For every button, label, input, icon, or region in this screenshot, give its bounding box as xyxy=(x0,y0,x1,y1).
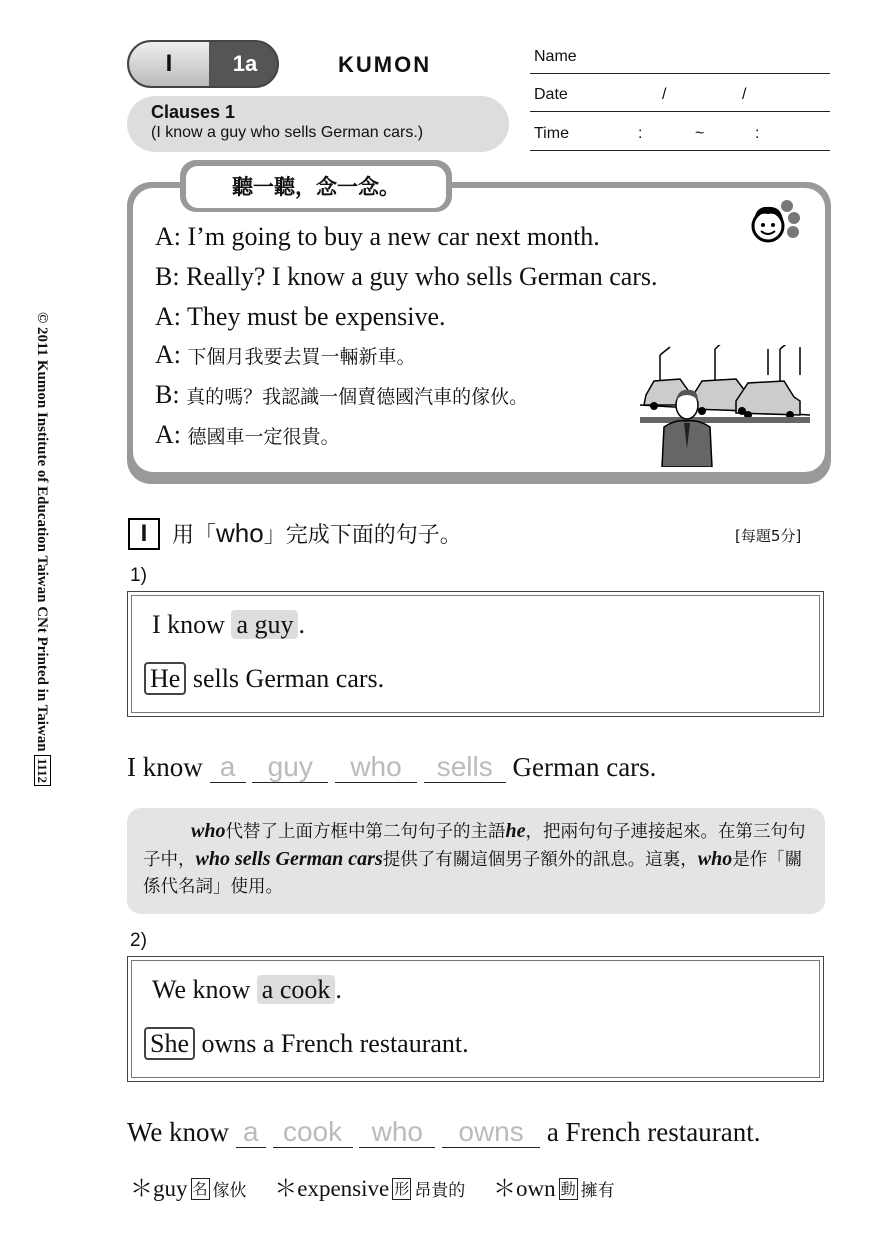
instruction-text: 」完成下面的句子。 xyxy=(263,523,462,548)
level-label: I xyxy=(129,42,209,86)
level-badge xyxy=(127,40,279,88)
brand-logo: KUMON xyxy=(338,52,432,77)
vocab-star: ＊ xyxy=(493,1176,516,1201)
time-label: Time xyxy=(534,125,569,142)
date-label: Date xyxy=(534,86,568,103)
lesson-title: Clauses 1 xyxy=(151,102,236,122)
instruction-text: 用「 xyxy=(172,523,217,548)
sentence-period: . xyxy=(335,975,342,1004)
sentence-text: sells German cars. xyxy=(192,664,385,693)
answer-suffix: a French restaurant. xyxy=(546,1117,761,1147)
vocab-star: ＊ xyxy=(274,1176,298,1201)
answer-blank[interactable]: a xyxy=(210,752,246,783)
vocab-meaning: 昂貴的 xyxy=(414,1181,466,1201)
dialog-speaker: B: xyxy=(155,380,180,409)
dialog-line-en-2: B: Really? I know a guy who sells German cars. xyxy=(155,262,658,291)
grammar-note xyxy=(127,808,825,914)
vocab-pos: 名 xyxy=(192,1180,208,1198)
sentence-text: I know xyxy=(152,610,225,639)
dialog-zh-text: 德國車一定很貴。 xyxy=(187,426,340,448)
answer-prefix: I know xyxy=(127,752,203,782)
name-field[interactable] xyxy=(530,44,830,74)
sheet-label: 1a xyxy=(232,51,258,76)
dialog-line-zh-1 xyxy=(155,340,416,370)
question-1-sentence-2 xyxy=(144,664,384,694)
copyright-sidebar xyxy=(22,312,52,812)
sentence-period: . xyxy=(298,610,305,639)
highlighted-noun: a guy xyxy=(231,610,298,639)
dialog-line-en-3: A: They must be expensive. xyxy=(155,302,446,331)
dialog-speaker: A: xyxy=(155,340,181,369)
note-keyword: who sells German cars xyxy=(195,848,383,870)
question-number-2: 2) xyxy=(130,930,147,951)
highlighted-noun: a cook xyxy=(257,975,336,1004)
note-text: 代替了上面方框中第二句句子的主語 xyxy=(225,822,506,842)
vocab-word: guy xyxy=(153,1176,188,1201)
section-mark: I xyxy=(128,518,160,550)
answer-line-1 xyxy=(127,752,656,783)
dialog-heading-tab xyxy=(180,160,452,212)
audio-speaker-icon[interactable] xyxy=(748,198,806,244)
sentence-text: We know xyxy=(152,975,251,1004)
answer-blank[interactable]: who xyxy=(335,752,417,783)
vocab-star: ＊ xyxy=(130,1176,153,1201)
vocab-word: own xyxy=(516,1176,556,1201)
vocab-meaning: 擁有 xyxy=(580,1181,615,1201)
note-keyword: who xyxy=(697,848,733,870)
question-1-sentence-1 xyxy=(152,610,305,640)
vocabulary-list xyxy=(130,1170,615,1203)
dialog-line-en-1: A: I’m going to buy a new car next month. xyxy=(155,222,600,251)
dialog-line-zh-3 xyxy=(155,420,340,450)
answer-blank[interactable]: sells xyxy=(424,752,506,783)
lesson-subtitle: (I know a guy who sells German cars.) xyxy=(151,124,424,141)
dialog-zh-text: 下個月我要去買一輛新車。 xyxy=(187,346,416,368)
copyright-line: © 2011 Kumon Institute of Education Taiwan CNt Printed in Taiwan xyxy=(34,312,50,752)
time-tilde: ~ xyxy=(695,125,705,142)
answer-line-2 xyxy=(127,1117,760,1148)
dialog-heading: 聽一聽，念一念。 xyxy=(186,166,446,208)
vocab-word: expensive xyxy=(297,1176,390,1201)
date-separator-1: / xyxy=(662,86,667,103)
boxed-pronoun: She xyxy=(144,1027,195,1060)
question-box-1 xyxy=(127,591,824,717)
question-2-sentence-2 xyxy=(144,1029,469,1059)
sentence-text: owns a French restaurant. xyxy=(201,1029,469,1058)
answer-blank[interactable]: who xyxy=(359,1117,435,1148)
note-text: ，把兩句句子連接起來。在第三句句子中， xyxy=(143,822,806,870)
date-separator-2: / xyxy=(742,86,747,103)
answer-suffix: German cars. xyxy=(512,752,657,782)
note-text: 提供了有關這個男子額外的訊息。這裏， xyxy=(382,850,698,870)
vocab-pos: 動 xyxy=(560,1180,576,1198)
time-field[interactable] xyxy=(530,121,830,151)
car-dealer-illustration xyxy=(640,345,810,467)
dialog-line-zh-2 xyxy=(155,380,528,410)
note-keyword: who xyxy=(191,820,226,842)
vocab-meaning: 傢伙 xyxy=(212,1181,247,1201)
time-separator-2: : xyxy=(755,125,760,142)
question-2-sentence-1 xyxy=(152,975,342,1005)
answer-prefix: We know xyxy=(127,1117,230,1147)
answer-blank[interactable]: a xyxy=(236,1117,266,1148)
vocab-pos: 形 xyxy=(394,1180,410,1198)
note-keyword: he xyxy=(505,820,526,842)
question-number-1: 1) xyxy=(130,565,147,586)
answer-blank[interactable]: cook xyxy=(273,1117,353,1148)
copyright-code: 1112 xyxy=(34,755,51,786)
dialog-zh-text: 真的嗎？我認識一個賣德國汽車的傢伙。 xyxy=(186,386,529,408)
answer-blank[interactable]: guy xyxy=(252,752,328,783)
section-instruction xyxy=(172,518,462,549)
question-box-2 xyxy=(127,956,824,1082)
note-text: 是作「關係代名詞」使用。 xyxy=(143,850,803,897)
name-label: Name xyxy=(534,48,577,65)
date-field[interactable] xyxy=(530,82,830,112)
time-separator-1: : xyxy=(638,125,643,142)
copyright-text xyxy=(33,312,50,786)
instruction-keyword: who xyxy=(216,518,264,548)
dialog-speaker: A: xyxy=(155,420,181,449)
answer-blank[interactable]: owns xyxy=(442,1117,540,1148)
lesson-title-box xyxy=(127,96,509,152)
boxed-pronoun: He xyxy=(144,662,186,695)
points-label: [每題5分] xyxy=(735,527,802,545)
